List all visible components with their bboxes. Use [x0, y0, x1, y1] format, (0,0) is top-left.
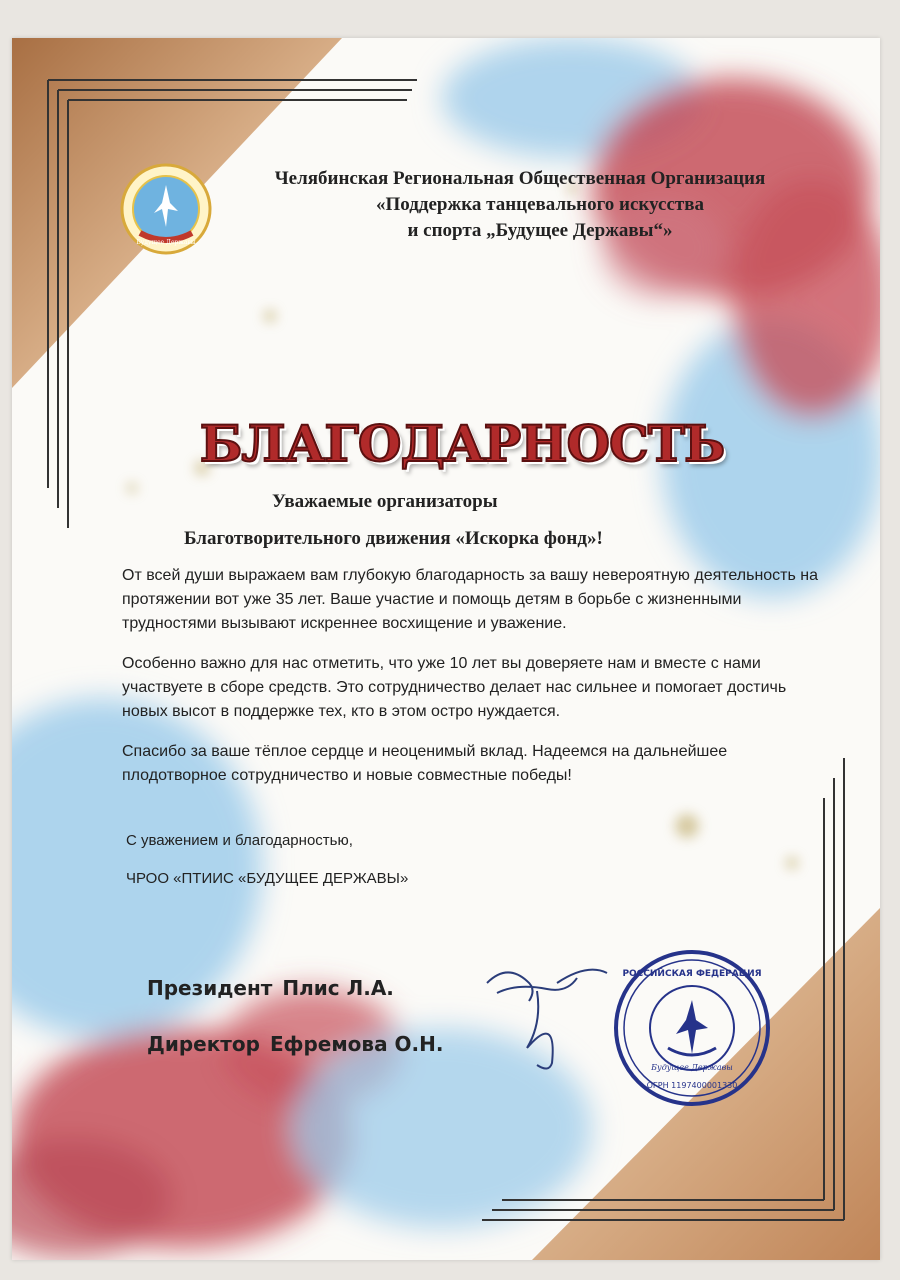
official-stamp: [612, 948, 772, 1108]
signatory-name: Плис Л.А.: [282, 976, 394, 1000]
signatory-role: Директор: [147, 1032, 260, 1056]
logo-text: Будущее Державы: [136, 239, 196, 246]
watercolor-top-right: [442, 38, 880, 598]
greeting-line-2: Благотворительного движения «Искорка фонд»!: [184, 528, 603, 549]
svg-text:РОССИЙСКАЯ ФЕДЕРАЦИЯ: РОССИЙСКАЯ ФЕДЕРАЦИЯ: [622, 969, 762, 979]
body-paragraph-2: Особенно важно для нас отметить, что уже 10 лет вы доверяете нам и вместе с нами участвуете в сборе средств. Это сотрудничество делает нас сильнее и помогает достичь новых высот в поддержке тех, кто в этом остро нуждается.: [122, 655, 787, 720]
signatory-name: Ефремова О.Н.: [269, 1032, 444, 1056]
svg-text:Будущее Державы: Будущее Державы: [651, 1063, 733, 1072]
signatory-role: Президент: [147, 976, 273, 1000]
organization-name: ЧРОО «ПТИИС «БУДУЩЕЕ ДЕРЖАВЫ»: [126, 870, 409, 887]
certificate-title: БЛАГОДАРНОСТЬ: [199, 414, 725, 473]
certificate-sheet: [12, 38, 880, 1260]
greeting-line-1: Уважаемые организаторы: [272, 491, 498, 512]
body-paragraph-1: От всей души выражаем вам глубокую благодарность за вашу невероятную деятельность на протяжении вот уже 35 лет. Ваше участие и помощь детям в борьбе с жизненными трудностями вызывают искреннее восхищение и уважение.: [122, 567, 819, 632]
organization-logo: [120, 163, 212, 255]
header-line-2: «Поддержка танцевального искусства: [376, 194, 704, 215]
signatory-president: [147, 976, 394, 1000]
body-paragraph-3: Спасибо за ваше тёплое сердце и неоценимый вклад. Надеемся на дальнейшее плодотворное сотрудничество и новые совместные победы!: [122, 743, 728, 784]
letter-body: [122, 564, 832, 804]
svg-text:ОГРН 1197400001330: ОГРН 1197400001330: [646, 1081, 738, 1090]
closing-phrase: С уважением и благодарностью,: [126, 832, 353, 849]
handwritten-signature: [467, 953, 617, 1078]
organization-header: [240, 166, 840, 244]
header-line-3: и спорта „Будущее Державы“»: [407, 220, 673, 241]
signatory-director: [147, 1032, 443, 1056]
header-line-1: Челябинская Региональная Общественная Организация: [274, 168, 766, 189]
